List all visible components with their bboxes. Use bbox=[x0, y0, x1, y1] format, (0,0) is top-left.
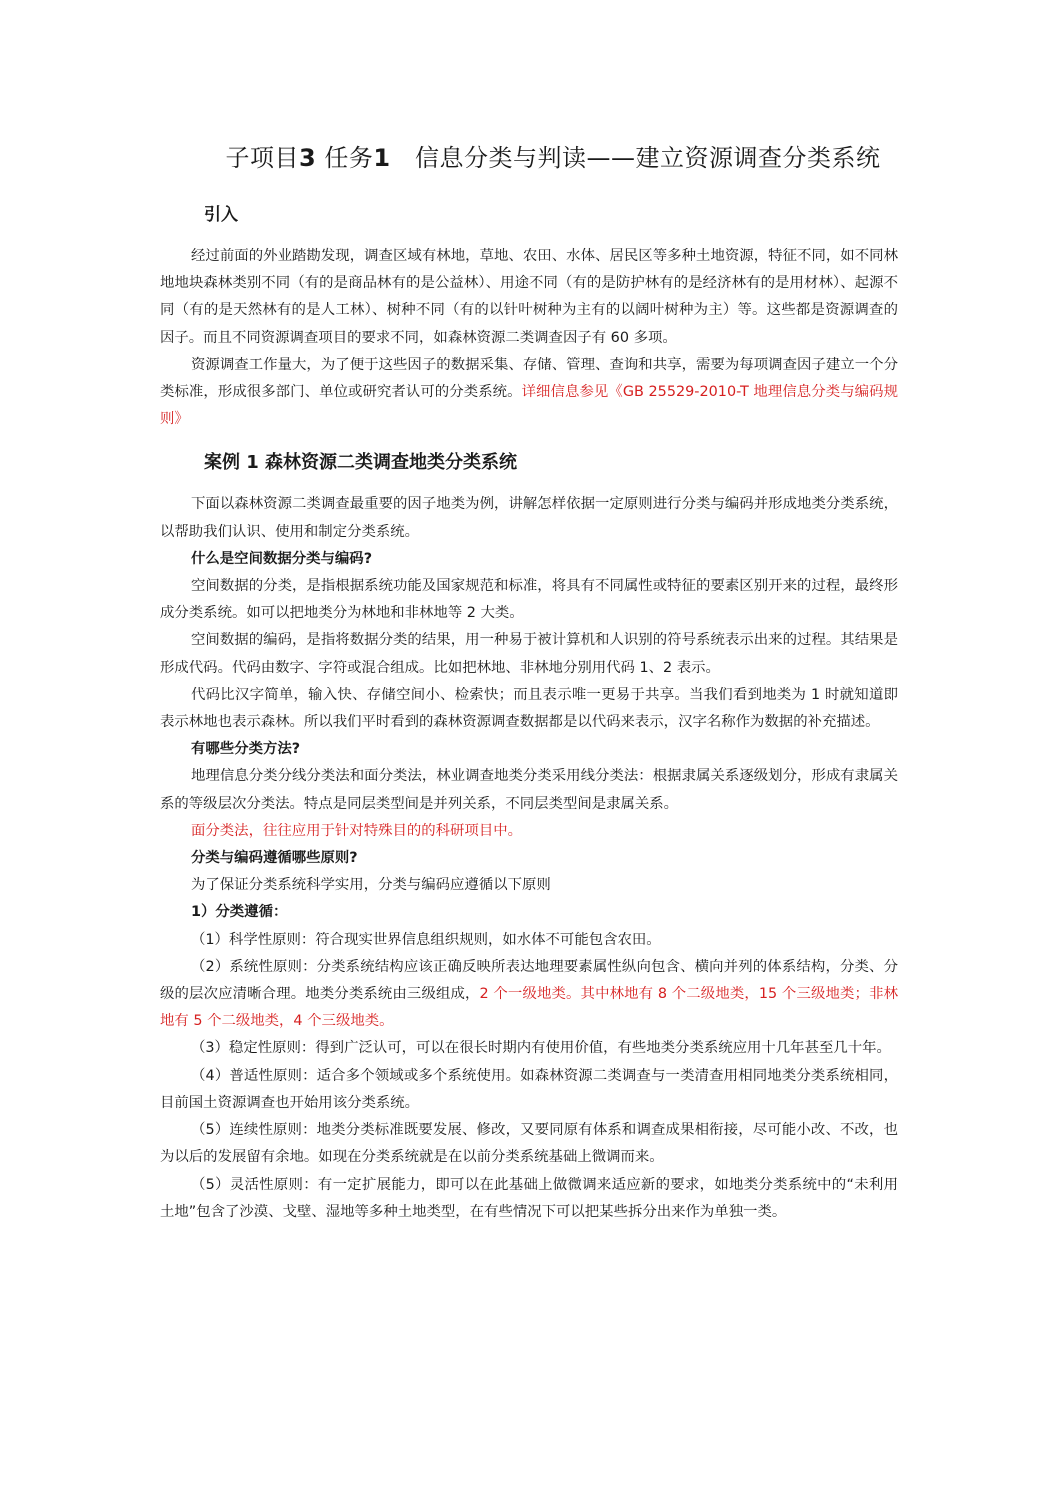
case1-heading: 案例 1 森林资源二类调查地类分类系统 bbox=[204, 452, 518, 474]
rule-systematic-text: （2）系统性原则：分类系统结构应该正确反映所表达地理要素属性纵向包含、横向并列的体系结构，分类、分级的层次应清晰合理。地类分类系统由三级组成， bbox=[160, 958, 898, 1003]
intro-paragraph-2 bbox=[160, 352, 898, 434]
intro-paragraph-1: 经过前面的外业踏勘发现，调查区域有林地，草地、农田、水体、居民区等多种土地资源，特征不同，如不同林地地块森林类别不同（有的是商品林有的是公益林）、用途不同（有的是防护林有的是经济林有的是用材林）、起源不同（有的是天然林有的是人工林）、树种不同（有的以针叶树种为主有的以阔叶树种为主）等。这些都是资源调查的因子。而且不同资源调查项目的要求不同，如森林资源二类调查因子有 60 多项。 bbox=[160, 248, 898, 346]
title-task: 任务 bbox=[324, 144, 374, 172]
intro-heading: 引入 bbox=[204, 205, 238, 225]
title-rest: 信息分类与判读——建立资源调查分类系统 bbox=[414, 144, 881, 172]
intro-paragraph-2-text: 资源调查工作量大，为了便于这些因子的数据采集、存储、管理、查询和共享，需要为每项调查因子建立一个分类标准，形成很多部门、单位或研究者认可的分类系统。 bbox=[160, 356, 898, 401]
title-number-3: 3 bbox=[299, 144, 317, 172]
case1-paragraph-facet-method: 面分类法，往往应用于针对特殊目的的科研项目中。 bbox=[191, 822, 522, 839]
case1-paragraph-classification: 空间数据的分类，是指根据系统功能及国家规范和标准，将具有不同属性或特征的要素区别开来的过程，最终形成分类系统。如可以把地类分为林地和非林地等 2 大类。 bbox=[160, 578, 898, 622]
rule-universality: （4）普适性原则：适合多个领域或多个系统使用。如森林资源二类调查与一类清查用相同地类分类系统相同，目前国土资源调查也开始用该分类系统。 bbox=[160, 1067, 898, 1111]
rule-stability: （3）稳定性原则：得到广泛认可，可以在很长时期内有使用价值，有些地类分类系统应用十几年甚至几十年。 bbox=[191, 1040, 891, 1057]
title-prefix: 子项目 bbox=[225, 144, 300, 172]
document-title bbox=[160, 138, 898, 173]
question-what-is-classification: 什么是空间数据分类与编码? bbox=[191, 550, 373, 567]
question-principles: 分类与编码遵循哪些原则? bbox=[191, 850, 358, 867]
rule-flexibility: （5）灵活性原则：有一定扩展能力，即可以在此基础上做微调来适应新的要求，如地类分类系统中的“未利用土地”包含了沙漠、戈壁、湿地等多种土地类型，在有些情况下可以把某些拆分出来作为单独一类。 bbox=[160, 1176, 898, 1220]
case1-paragraph-code-advantage: 代码比汉字简单，输入快、存储空间小、检索快；而且表示唯一更易于共享。当我们看到地类为 1 时就知道即表示林地也表示森林。所以我们平时看到的森林资源调查数据都是以代码来表示，汉字名称作为数据的补充描述。 bbox=[160, 686, 898, 731]
rule-systematic bbox=[160, 954, 898, 1036]
subheading-classification-rules: 1）分类遵循： bbox=[191, 904, 288, 921]
document-page bbox=[160, 138, 898, 1226]
title-number-1: 1 bbox=[373, 144, 391, 172]
case1-paragraph-methods: 地理信息分类分线分类法和面分类法，林业调查地类分类采用线分类法：根据隶属关系逐级划分，形成有隶属关系的等级层次分类法。特点是同层类型间是并列关系，不同层类型间是隶属关系。 bbox=[160, 768, 898, 812]
case1-paragraph-1: 下面以森林资源二类调查最重要的因子地类为例，讲解怎样依据一定原则进行分类与编码并形成地类分类系统，以帮助我们认识、使用和制定分类系统。 bbox=[160, 496, 898, 540]
standard-reference-link: 详细信息参见《GB 25529-2010-T 地理信息分类与编码规则》 bbox=[160, 384, 898, 428]
rule-systematic-highlight: 2 个一级地类。其中林地有 8 个二级地类，15 个三级地类；非林地有 5 个二级地类，4 个三级地类。 bbox=[160, 986, 898, 1030]
case1-paragraph-principles-intro: 为了保证分类系统科学实用，分类与编码应遵循以下原则 bbox=[191, 877, 551, 894]
rule-continuity: （5）连续性原则：地类分类标准既要发展、修改，又要同原有体系和调查成果相衔接，尽可能小改、不改，也为以后的发展留有余地。如现在分类系统就是在以前分类系统基础上微调而来。 bbox=[160, 1122, 898, 1166]
rule-scientific: （1）科学性原则：符合现实世界信息组织规则，如水体不可能包含农田。 bbox=[191, 931, 661, 948]
question-methods: 有哪些分类方法? bbox=[191, 741, 301, 758]
case1-paragraph-coding: 空间数据的编码，是指将数据分类的结果，用一种易于被计算机和人识别的符号系统表示出来的过程。其结果是形成代码。代码由数字、字符或混合组成。比如把林地、非林地分别用代码 1、2 表示。 bbox=[160, 632, 898, 676]
